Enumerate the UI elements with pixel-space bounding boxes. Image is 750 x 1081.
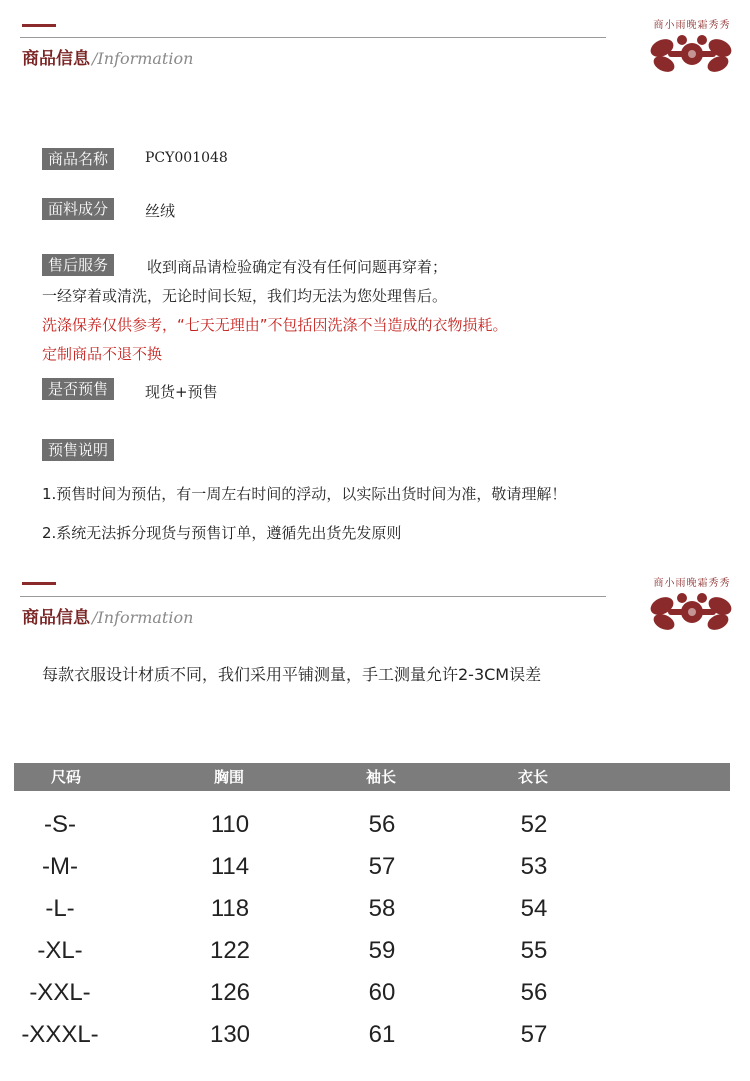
cell-length: 55 [520,937,548,964]
cell-chest: 122 [209,937,251,964]
cell-sleeve: 59 [368,937,396,964]
section2-title-en: Information [97,608,194,627]
cell-chest: 118 [210,895,250,922]
cell-size: -S- [44,811,76,838]
cell-sleeve: 60 [368,979,396,1006]
cell-sleeve: 56 [368,811,396,838]
section1-title: 商品信息 /Information [22,49,194,69]
after-sales-line4: 定制商品不退不换 [42,345,163,363]
cell-size: -XXXL- [21,1021,99,1048]
fabric-value: 丝绒 [145,202,176,220]
after-sales-line2: 一经穿着或清洗，无论时间长短，我们均无法为您处理售后。 [42,287,448,305]
product-name-value: PCY001048 [145,150,228,166]
presale-note-label: 预售说明 [42,439,114,461]
cell-length: 56 [520,979,548,1006]
cell-sleeve: 57 [368,853,396,880]
knot-ornament-icon [648,32,736,76]
cell-length: 52 [520,811,548,838]
cell-chest: 126 [209,979,251,1006]
after-sales-line1: 收到商品请检验确定有没有任何问题再穿着； [147,258,448,276]
after-sales-label: 售后服务 [42,254,114,276]
cell-size: -M- [42,853,78,880]
cell-chest: 114 [210,853,250,880]
section2-title: 商品信息 /Information [22,608,194,628]
header-size: 尺码 [50,768,81,786]
section1-accent-bar [22,24,56,27]
section2-title-cn: 商品信息 [22,608,90,628]
cell-chest: 110 [210,811,250,838]
cell-size: -L- [45,895,75,922]
header-sleeve: 袖长 [365,768,396,786]
cell-length: 54 [520,895,548,922]
section2-accent-bar [22,582,56,585]
presale-note1: 1.预售时间为预估，有一周左右时间的浮动，以实际出货时间为准，敬请理解！ [42,485,567,503]
after-sales-line3: 洗涤保养仅供参考，“七天无理由”不包括因洗涤不当造成的衣物损耗。 [42,316,508,334]
seal-text: 商小雨晚霜秀秀 [653,578,731,589]
cell-chest: 130 [209,1021,251,1048]
cell-sleeve: 58 [368,895,396,922]
cell-length: 57 [520,1021,548,1048]
seal-text: 商小雨晚霜秀秀 [653,20,731,31]
measurement-note: 每款衣服设计材质不同，我们采用平铺测量，手工测量允许2-3CM误差 [42,665,542,684]
cell-length: 53 [520,853,548,880]
section1-divider [20,37,606,38]
header-length: 衣长 [517,768,548,786]
knot-ornament-icon [648,590,736,634]
cell-size: -XXL- [29,979,91,1006]
presale-label: 是否预售 [42,378,114,400]
section2-divider [20,596,606,597]
header-chest: 胸围 [213,768,244,786]
cell-size: -XL- [37,937,83,964]
presale-note2: 2.系统无法拆分现货与预售订单，遵循先出货先发原则 [42,524,402,542]
product-name-label: 商品名称 [42,148,114,170]
section1-title-en: Information [97,49,194,68]
presale-value: 现货+预售 [145,383,218,401]
section2-seal-logo [640,574,744,636]
cell-sleeve: 61 [368,1021,396,1048]
section1-seal-logo [640,16,744,78]
fabric-label: 面料成分 [42,198,114,220]
section1-title-cn: 商品信息 [22,49,90,69]
size-table-header [14,763,730,791]
